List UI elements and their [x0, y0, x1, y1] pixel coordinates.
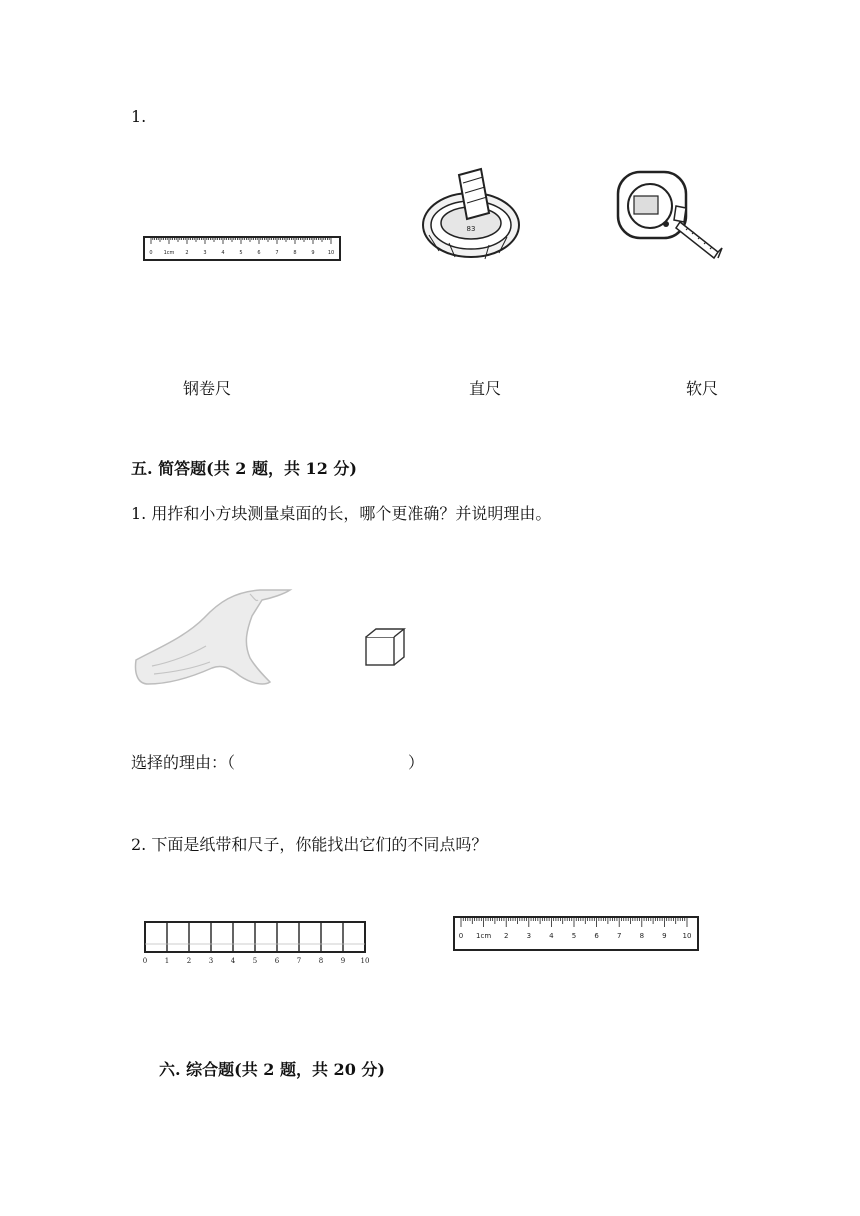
- ruler-tick-label: 8: [293, 250, 297, 256]
- section-heading: 五. 简答题(共 2 题，共 12 分): [131, 459, 357, 478]
- ruler-tick-label: 0: [458, 932, 464, 940]
- ruler-tick-label: 3: [203, 250, 207, 256]
- question-text: 1. 用拃和小方块测量桌面的长，哪个更准确？并说明理由。: [131, 504, 552, 523]
- straight-ruler-image: [143, 236, 341, 262]
- ruler-image-2: [453, 916, 699, 952]
- strip-label: 7: [296, 957, 302, 965]
- strip-label: 10: [360, 957, 370, 965]
- soft-tape-icon: [419, 165, 525, 265]
- steel-tape-icon: [614, 166, 724, 266]
- label-straight-ruler: 直尺: [469, 379, 502, 398]
- ruler-tick-label: 4: [549, 932, 554, 940]
- strip-label: 8: [318, 957, 324, 965]
- label-soft-tape: 软尺: [686, 379, 719, 398]
- ruler-tick-label: 1cm: [476, 932, 492, 940]
- ruler-tick-label: 7: [616, 932, 622, 940]
- ruler-tick-label: 5: [571, 932, 577, 940]
- strip-label: 3: [208, 957, 214, 965]
- ruler-tick-label: 6: [257, 250, 261, 256]
- hand-span-image: [134, 588, 294, 690]
- label-steel-tape: 钢卷尺: [183, 379, 232, 398]
- answer-label: 选择的理由：（: [131, 753, 236, 772]
- ruler-tick-label: 10: [327, 250, 335, 256]
- question-number: 1.: [131, 107, 147, 126]
- paper-strip-icon: [140, 918, 376, 968]
- section-heading-6: 六. 综合题(共 2 题，共 20 分): [159, 1060, 385, 1079]
- hand-icon: [134, 588, 294, 690]
- ruler-tick-label: 7: [275, 250, 279, 256]
- ruler-tick-label: 10: [682, 932, 692, 940]
- ruler-tick-label: 3: [526, 932, 532, 940]
- ruler-tick-label: 8: [639, 932, 645, 940]
- ruler-icon: [143, 236, 341, 262]
- ruler-tick-label: 9: [662, 932, 667, 940]
- ruler-tick-label: 2: [185, 250, 189, 256]
- strip-label: 9: [340, 957, 346, 965]
- ruler-icon-2: [453, 916, 699, 952]
- ruler-tick-label: 0: [149, 250, 153, 256]
- strip-label: 2: [186, 957, 192, 965]
- strip-label: 6: [274, 957, 280, 965]
- question-text-2: 2. 下面是纸带和尺子，你能找出它们的不同点吗？: [131, 835, 488, 854]
- small-cube-image: [364, 627, 406, 667]
- strip-label: 1: [164, 957, 170, 965]
- soft-tape-image: [419, 165, 525, 265]
- ruler-tick-label: 5: [239, 250, 243, 256]
- strip-label: 0: [142, 957, 148, 965]
- paper-strip-image: [140, 918, 376, 968]
- strip-label: 5: [252, 957, 258, 965]
- steel-tape-image: [614, 166, 724, 266]
- answer-blank[interactable]: [253, 753, 403, 773]
- cube-icon: [364, 627, 406, 667]
- ruler-tick-label: 4: [221, 250, 225, 256]
- ruler-tick-label: 2: [503, 932, 509, 940]
- svg-text:83: 83: [466, 225, 476, 233]
- answer-close-paren: ）: [408, 753, 425, 772]
- ruler-tick-label: 6: [594, 932, 599, 940]
- strip-label: 4: [230, 957, 236, 965]
- ruler-tick-label: 9: [311, 250, 315, 256]
- ruler-tick-label: 1cm: [163, 250, 175, 256]
